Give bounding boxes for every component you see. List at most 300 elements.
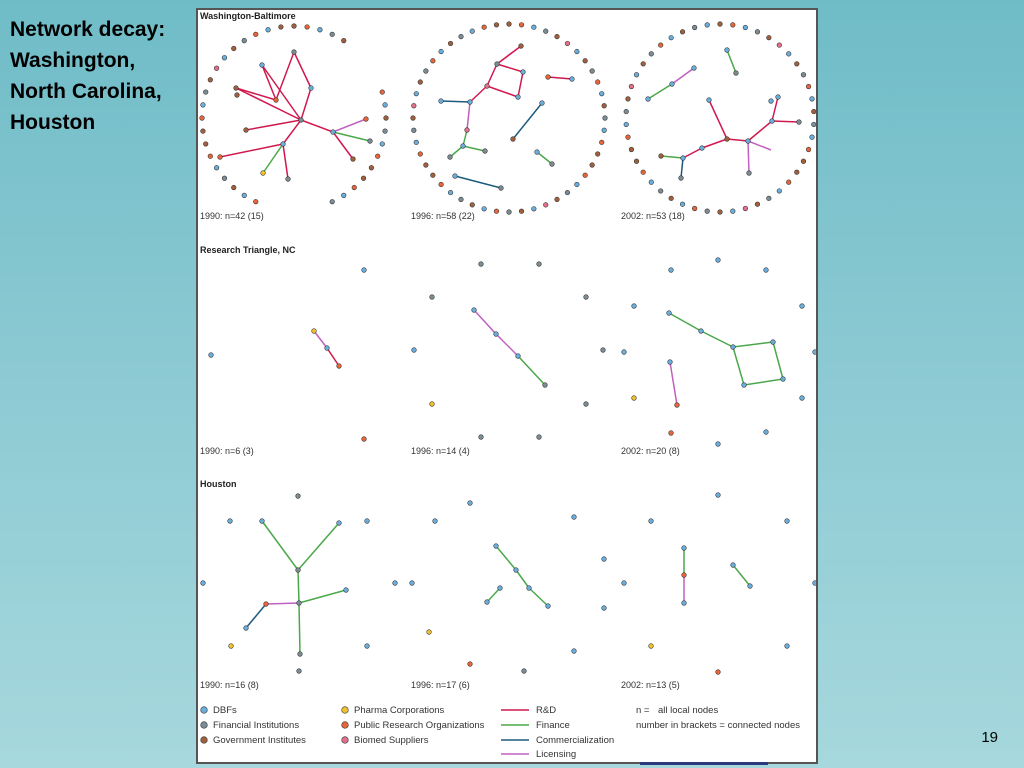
network-tie [727,139,748,141]
connected-node [453,174,458,179]
legend-label-rd: R&D [536,705,557,716]
connected-node [337,521,342,526]
legend-swatch-biomed [342,737,349,744]
connected-node [516,95,521,100]
panel-label-wb-2002: 2002: n=53 (18) [621,211,685,221]
legend-label-government: Government Institutes [213,735,306,746]
isolate-node [575,49,580,54]
isolate-node [414,91,419,96]
connected-node [540,101,545,106]
connected-node [682,573,687,578]
network-node [537,262,542,267]
isolate-node [602,103,607,108]
isolate-node [292,24,297,29]
connected-node [570,77,575,82]
isolate-node [266,27,271,32]
connected-node [659,154,664,159]
network-tie [496,334,518,356]
isolate-node [555,197,560,202]
network-tie [529,588,548,606]
network-node [572,649,577,654]
isolate-node [279,25,284,30]
network-tie [299,590,346,603]
connected-node [731,563,736,568]
network-figure [196,8,818,764]
isolate-node [424,69,429,74]
isolate-node [318,27,323,32]
isolate-node [658,43,663,48]
network-node [669,431,674,436]
network-tie [683,148,702,158]
isolate-node [439,182,444,187]
panel-label-hou-1996: 1996: n=17 (6) [411,680,470,690]
network-tie [474,310,496,334]
isolate-node [705,209,710,214]
panel-label-wb-1990: 1990: n=42 (15) [200,211,264,221]
isolate-node [626,97,631,102]
network-tie [455,176,501,188]
connected-node [468,100,473,105]
legend-label-finance: Finance [536,720,570,731]
connected-node [274,98,279,103]
network-node [430,295,435,300]
isolate-node [755,202,760,207]
connected-node [485,600,490,605]
connected-node [699,329,704,334]
network-tie [672,68,694,84]
connected-node [550,162,555,167]
connected-node [725,137,730,142]
isolate-node [519,209,524,214]
row-title-washington: Washington-Baltimore [200,11,296,21]
network-node [764,268,769,273]
connected-node [675,403,680,408]
isolate-node [629,84,634,89]
network-node [632,396,637,401]
network-tie [744,379,783,385]
connected-node [234,86,239,91]
isolate-node [330,199,335,204]
network-node [813,350,816,355]
connected-node [546,75,551,80]
network-node [362,268,367,273]
isolate-node [629,147,634,152]
connected-node [771,340,776,345]
isolate-node [810,135,815,140]
isolate-node [718,22,723,27]
legend-swatch-pharma [342,707,349,714]
isolate-node [231,185,236,190]
network-tie [262,521,298,570]
isolate-node [341,38,346,43]
network-tie [470,86,487,102]
isolate-node [494,209,499,214]
isolate-node [380,142,385,147]
connected-node [516,354,521,359]
network-tie [301,88,311,120]
panel-label-rt-1990: 1990: n=6 (3) [200,446,254,456]
isolate-node [801,72,806,77]
isolate-node [583,173,588,178]
connected-node [264,602,269,607]
network-node [362,437,367,442]
connected-node [218,155,223,160]
network-tie [236,88,301,120]
legend-label-biomed: Biomed Suppliers [354,735,429,746]
network-node [229,644,234,649]
connected-node [296,568,301,573]
network-node [716,258,721,263]
network-node [785,519,790,524]
isolate-node [375,154,380,159]
panel-label-hou-2002: 2002: n=13 (5) [621,680,680,690]
isolate-node [595,152,600,157]
isolate-node [448,41,453,46]
isolate-node [669,196,674,201]
isolate-node [361,176,366,181]
legend-swatch-financial [201,722,208,729]
legend-note-n-meaning: all local nodes [658,705,719,716]
isolate-node [470,203,475,208]
isolate-node [208,154,213,159]
network-tie [298,570,299,603]
isolate-node [431,58,436,63]
network-tie [681,158,683,178]
isolate-node [555,34,560,39]
network-node [584,402,589,407]
network-tie [669,313,701,331]
panel-label-wb-1996: 1996: n=58 (22) [411,211,475,221]
connected-node [461,144,466,149]
connected-node [682,601,687,606]
isolate-node [786,52,791,57]
network-tie [648,84,672,99]
connected-node [309,86,314,91]
connected-node [495,62,500,67]
isolate-node [418,152,423,157]
isolate-node [459,197,464,202]
isolate-node [801,159,806,164]
network-tie [283,120,301,144]
isolate-node [203,90,208,95]
connected-node [439,99,444,104]
isolate-node [777,189,782,194]
panel-label-hou-1990: 1990: n=16 (8) [200,680,259,690]
connected-node [292,50,297,55]
connected-node [261,171,266,176]
isolate-node [214,66,219,71]
isolate-node [341,193,346,198]
isolate-node [424,163,429,168]
connected-node [298,652,303,657]
isolate-node [583,58,588,63]
connected-node [681,156,686,161]
connected-node [260,519,265,524]
isolate-node [624,109,629,114]
connected-node [499,186,504,191]
isolate-node [411,116,416,121]
isolate-node [482,206,487,211]
connected-node [734,71,739,76]
network-tie [263,144,283,173]
isolate-node [641,61,646,66]
isolate-node [383,129,388,134]
network-node [649,519,654,524]
connected-node [244,128,249,133]
network-node [297,669,302,674]
isolate-node [649,52,654,57]
network-node [365,519,370,524]
connected-node [667,311,672,316]
slide-title: Network decay: Washington, North Carolina, Houston [10,18,166,134]
connected-node [668,360,673,365]
connected-node [521,70,526,75]
network-tie [773,342,783,379]
connected-node [776,95,781,100]
network-node [410,581,415,586]
network-tie [467,102,470,130]
connected-node [244,626,249,631]
connected-node [519,44,524,49]
isolate-node [448,190,453,195]
isolate-node [369,165,374,170]
isolate-node [222,55,227,60]
network-tie [314,331,327,348]
connected-node [535,150,540,155]
isolate-node [705,23,710,28]
network-tie [220,144,283,157]
isolate-node [543,29,548,34]
connected-node [692,66,697,71]
network-node [468,662,473,667]
network-tie [497,64,523,72]
isolate-node [201,103,206,108]
network-node [412,348,417,353]
connected-node [312,329,317,334]
network-tie [463,146,485,151]
network-tie [733,342,773,347]
isolate-node [602,128,607,133]
row-title-houston: Houston [200,479,237,489]
network-tie [727,50,736,73]
isolate-node [777,43,782,48]
isolate-node [253,199,258,204]
connected-node [286,177,291,182]
legend-label-dbfs: DBFs [213,705,237,716]
network-tie [246,120,301,130]
isolate-node [201,129,206,134]
isolate-node [692,25,697,30]
isolate-node [412,128,417,133]
legend-label-commercialization: Commercialization [536,735,615,746]
network-tie [537,152,552,164]
isolate-node [532,206,537,211]
connected-node [364,117,369,122]
panel-label-rt-1996: 1996: n=14 (4) [411,446,470,456]
isolate-node [634,159,639,164]
isolate-node [418,80,423,85]
network-node [800,304,805,309]
network-tie [441,101,470,102]
connected-node [483,149,488,154]
connected-node [260,63,265,68]
network-node [785,644,790,649]
panel-label-rt-2002: 2002: n=20 (8) [621,446,680,456]
legend-note-brackets: number in brackets = connected nodes [636,720,800,731]
isolate-node [330,32,335,37]
isolate-node [767,196,772,201]
isolate-node [794,170,799,175]
connected-node [281,142,286,147]
network-node [433,519,438,524]
network-tie [518,356,545,385]
isolate-node [743,25,748,30]
isolate-node [482,25,487,30]
isolate-node [599,140,604,145]
isolate-node [565,190,570,195]
isolate-node [414,140,419,145]
network-tie [487,64,497,86]
network-node [427,630,432,635]
isolate-node [459,34,464,39]
network-tie [513,103,542,139]
network-node [601,348,606,353]
isolate-node [755,29,760,34]
legend-swatch-government [201,737,208,744]
network-tie [299,603,300,654]
network-node [602,557,607,562]
isolate-node [680,29,685,34]
connected-node [498,586,503,591]
connected-node [546,604,551,609]
connected-node [707,98,712,103]
isolate-node [380,90,385,95]
network-node [716,442,721,447]
isolate-node [352,185,357,190]
isolate-node [649,180,654,185]
legend-label-pharma: Pharma Corporations [354,705,445,716]
connected-node [725,48,730,53]
isolate-node [231,46,236,51]
network-tie [748,121,772,141]
isolate-node [669,35,674,40]
network-tie [294,52,311,88]
isolate-node [626,135,631,140]
network-tie [496,546,516,570]
isolate-node [767,35,772,40]
isolate-node [384,116,389,121]
isolate-node [680,202,685,207]
isolate-node [575,182,580,187]
connected-node [679,176,684,181]
isolate-node [412,103,417,108]
isolate-node [532,25,537,30]
network-tie [733,347,744,385]
network-node [393,581,398,586]
connected-node [746,139,751,144]
isolate-node [806,147,811,152]
network-diagram-svg [198,10,816,762]
network-tie [298,523,339,570]
legend-label-licensing: Licensing [536,749,577,760]
isolate-node [730,23,735,28]
network-node [622,581,627,586]
isolate-node [810,97,815,102]
connected-node [511,137,516,142]
network-node [522,669,527,674]
network-tie [487,86,518,97]
network-tie [733,565,750,586]
isolate-node [253,32,258,37]
isolate-node [214,165,219,170]
isolate-node [565,41,570,46]
network-node [716,670,721,675]
connected-node [781,377,786,382]
connected-node [297,601,302,606]
connected-node [670,82,675,87]
isolate-node [507,210,512,215]
network-node [228,519,233,524]
network-node [537,435,542,440]
network-node [649,644,654,649]
network-tie [283,144,288,179]
network-node [622,350,627,355]
isolate-node [634,72,639,77]
network-node [669,268,674,273]
isolate-node [692,206,697,211]
network-tie [748,141,749,173]
connected-node [465,128,470,133]
network-tie [276,52,294,100]
isolate-node [590,69,595,74]
network-node [632,304,637,309]
connected-node [448,155,453,160]
isolate-node [203,142,208,147]
network-tie [266,603,299,604]
edges-layer [220,46,799,654]
network-tie [709,100,727,139]
connected-node [472,308,477,313]
isolate-node [383,103,388,108]
network-tie [548,77,572,79]
isolate-node [599,91,604,96]
isolate-node [743,206,748,211]
connected-node [494,544,499,549]
network-tie [262,65,301,120]
isolate-node [811,122,816,127]
network-tie [246,604,266,628]
isolate-node [543,203,548,208]
connected-node [235,93,240,98]
isolate-node [305,25,310,30]
isolate-node [595,80,600,85]
network-node [468,501,473,506]
legend [201,705,801,760]
network-node [572,515,577,520]
isolate-node [208,77,213,82]
connected-node [748,584,753,589]
connected-node [543,383,548,388]
connected-node [337,364,342,369]
legend-note-n-prefix: n = [636,705,650,716]
connected-node [514,568,519,573]
network-node [209,353,214,358]
network-tie [772,121,799,122]
network-node [764,430,769,435]
legend-label-public-research: Public Research Organizations [354,720,485,731]
isolate-node [470,29,475,34]
isolate-node [222,176,227,181]
